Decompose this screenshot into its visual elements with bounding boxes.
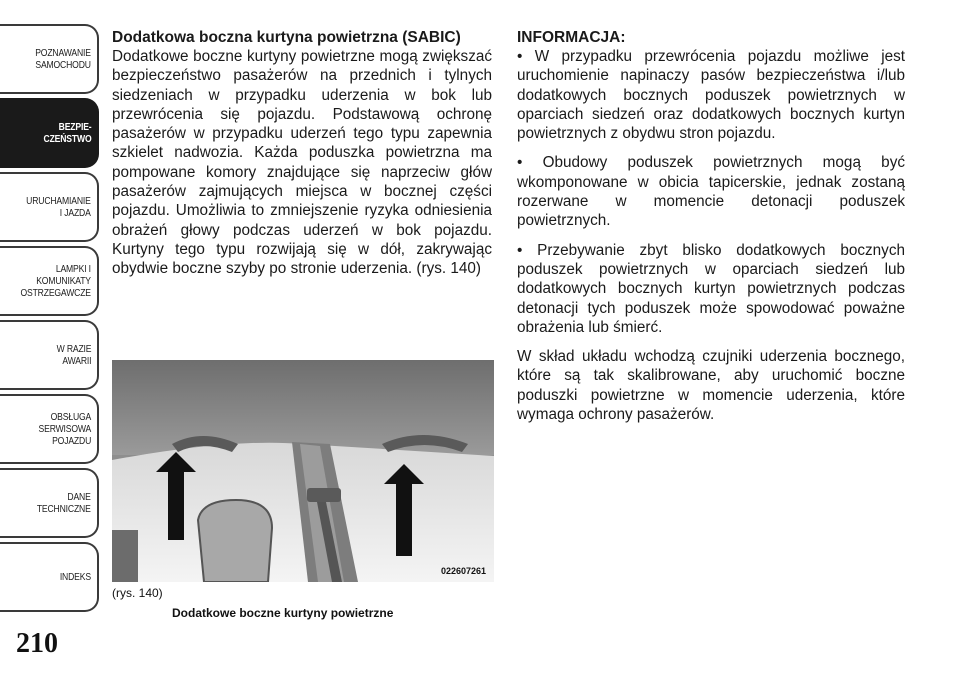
tab-poznawanie-samochodu[interactable]	[0, 24, 99, 94]
tab-lampki-komunikaty[interactable]	[0, 246, 99, 316]
tab-label: W RAZIE AWARII	[56, 343, 91, 367]
figure-side-curtain-airbags	[112, 360, 494, 582]
tab-label: INDEKS	[59, 571, 91, 583]
info-paragraph: • Obudowy poduszek powietrznych mogą być wkomponowane w obicia tapicerskie, jednak zostaną rozerwane w momencie detonacji poduszek powietrznych.	[517, 154, 905, 230]
tab-label: POZNAWANIE SAMOCHODU	[35, 47, 91, 71]
left-column	[112, 28, 492, 279]
tab-indeks[interactable]	[0, 542, 99, 612]
page-number: 210	[16, 628, 58, 659]
figure-reference: (rys. 140)	[112, 586, 163, 600]
section-heading: Dodatkowa boczna kurtyna powietrzna (SABIC)	[112, 29, 461, 46]
figure-code: 022607261	[440, 566, 486, 576]
info-heading: INFORMACJA:	[517, 29, 626, 46]
tab-label: DANE TECHNICZNE	[37, 491, 91, 515]
tab-bezpieczenstwo[interactable]	[0, 98, 99, 168]
info-paragraph: • Przebywanie zbyt blisko dodatkowych bocznych poduszek powietrznych w oparciach siedzeń lub dodatkowych bocznych kurtyn powietrznych podczas detonacji tych poduszek może spowodować poważne obrażenia lub śmierć.	[517, 241, 905, 336]
tab-label: BEZPIE- CZEŃSTWO	[43, 121, 91, 145]
info-paragraph: • W przypadku przewrócenia pojazdu możliwe jest uruchomienie napinaczy pasów bezpieczeństwa i/lub dodatkowych bocznych poduszek powietrznych w oparciach siedzeń oraz dodatkowych bocznych kurtyn powietrznych z obydwu stron pojazdu.	[517, 48, 905, 143]
section-body: Dodatkowe boczne kurtyny powietrzne mogą zwiększać bezpieczeństwo pasażerów na przednich i tylnych siedzeniach w przypadku uderzenia w bok lub przewrócenia się pojazdu. Podstawową ochronę pasażerów w przypadku uderzeń tego typu zapewnia szkielet nadwozia. Każda poduszka powietrzna ma pompowane komory znajdujące się naprzeciw głów pasażerów zajmujących miejsca w bocznej części pojazdu. Umożliwia to zmniejszenie ryzyka odniesienia obrażeń głowy podczas uderzeń w bok pojazdu. Kurtyny tego typu rozwijają się w dół, zakrywając obydwie boczne szyby po stronie uderzenia. (rys. 140)	[112, 48, 492, 278]
tab-label: OBSŁUGA SERWISOWA POJAZDU	[38, 411, 91, 447]
tab-label: LAMPKI I KOMUNIKATY OSTRZEGAWCZE	[20, 263, 91, 299]
info-paragraph: W skład układu wchodzą czujniki uderzenia bocznego, które są tak skalibrowane, aby uruchomić boczne poduszki powietrzne w momencie uderzenia, które wymaga ochrony pasażerów.	[517, 348, 905, 424]
tab-dane-techniczne[interactable]	[0, 468, 99, 538]
figure-caption: Dodatkowe boczne kurtyny powietrzne	[172, 606, 394, 620]
car-interior-illustration	[112, 360, 494, 582]
right-column	[517, 28, 905, 434]
tab-w-razie-awarii[interactable]	[0, 320, 99, 390]
tab-obsluga-serwisowa[interactable]	[0, 394, 99, 464]
tab-label: URUCHAMIANIE I JAZDA	[26, 195, 91, 219]
tab-uruchamianie-i-jazda[interactable]	[0, 172, 99, 242]
